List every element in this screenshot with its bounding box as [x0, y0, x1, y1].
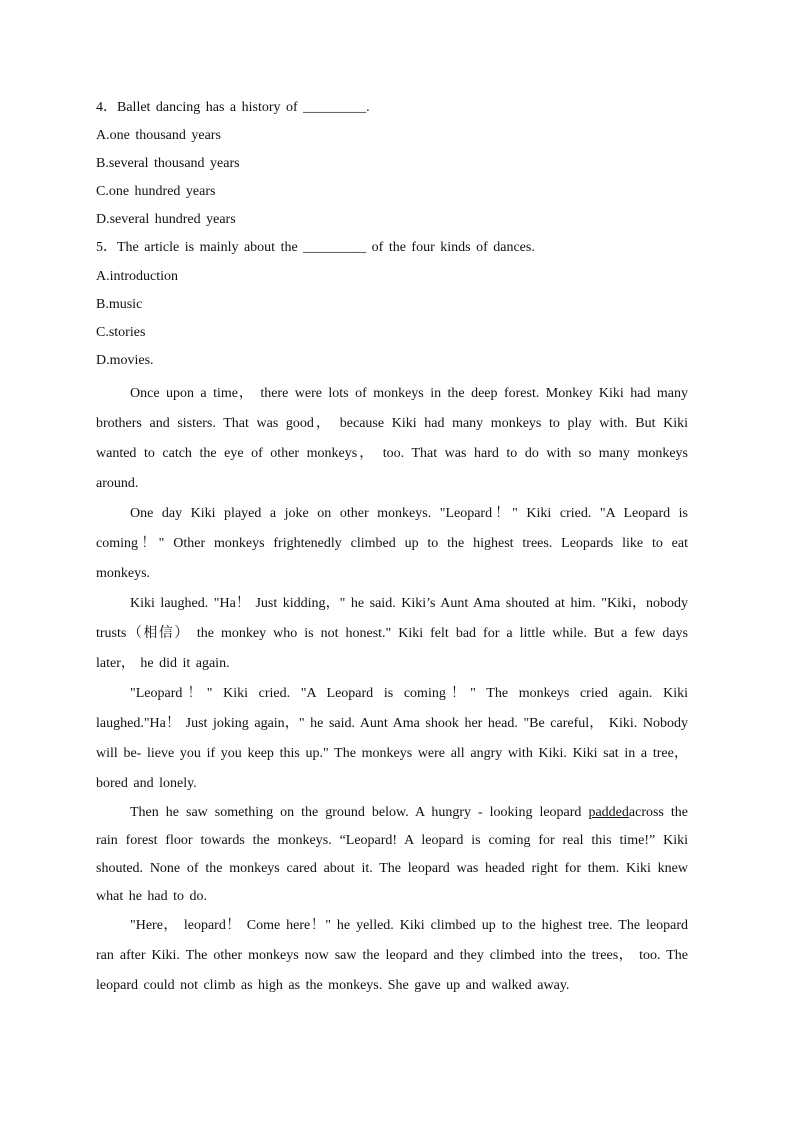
- question-text: The article is mainly about the _________ of the four kinds of dances.: [117, 240, 535, 255]
- document-page: [96, 94, 688, 1001]
- underlined-word: padded: [588, 805, 629, 820]
- paragraph-text: Then he saw something on the ground below. A hungry - looking leopard: [130, 805, 589, 820]
- passage-paragraph-6: "Here， leopard！ Come here！" he yelled. Kiki climbed up to the highest tree. The leopard ran after Kiki. The other monkeys now saw the leopard and they climbed into the trees， too. The leopard could not climb as high as the monkeys. She gave up and walked away.: [96, 918, 688, 993]
- question-text: Ballet dancing has a history of _________.: [117, 100, 370, 115]
- option-b: B.music: [96, 297, 143, 312]
- option-d: D.several hundred years: [96, 212, 236, 227]
- option-a: A.introduction: [96, 269, 179, 284]
- passage-paragraph-1: Once upon a time， there were lots of monkeys in the deep forest. Monkey Kiki had many brothers and sisters. That was good， because Kiki had many monkeys to play with. But Kiki wanted to catch the eye of other monkeys， too. That was hard to do with so many monkeys around.: [96, 386, 688, 491]
- question-number: 4．: [96, 100, 117, 115]
- passage-paragraph-3: Kiki laughed. "Ha！ Just kidding，" he said. Kiki’s Aunt Ama shouted at him. "Kiki，nobody trusts（相信） the monkey who is not honest." Kiki felt bad for a little while. But a few days later， he did it again.: [96, 596, 688, 671]
- option-a: A.one thousand years: [96, 128, 221, 143]
- option-c: C.stories: [96, 325, 146, 340]
- question-5-stem: [96, 234, 688, 263]
- reading-passage: [96, 379, 688, 1001]
- passage-paragraph-2: One day Kiki played a joke on other monkeys. "Leopard！" Kiki cried. "A Leopard is coming！" Other monkeys frightenedly climbed up to the highest trees. Leopards like to eat monkeys.: [96, 506, 688, 581]
- question-4: [96, 94, 688, 234]
- option-c: C.one hundred years: [96, 184, 216, 199]
- option-d: D.movies.: [96, 353, 154, 368]
- paragraph-text: across the rain forest floor towards the monkeys. “Leopard! A leopard is coming for real this time!” Kiki shouted. None of the monkeys cared about it. The leopard was headed right for them. Kiki knew what he had to do.: [96, 805, 688, 904]
- passage-paragraph-5: [96, 799, 688, 911]
- passage-paragraph-4: "Leopard！" Kiki cried. "A Leopard is coming！" The monkeys cried again. Kiki laughed."Ha！ Just joking again，" he said. Aunt Ama shook her head. "Be careful， Kiki. Nobody will be- lieve you if you keep this up." The monkeys were all angry with Kiki. Kiki sat in a tree， bored and lonely.: [96, 686, 688, 791]
- question-number: 5．: [96, 240, 117, 255]
- question-5: [96, 234, 688, 375]
- question-4-stem: [96, 94, 688, 122]
- option-b: B.several thousand years: [96, 156, 240, 171]
